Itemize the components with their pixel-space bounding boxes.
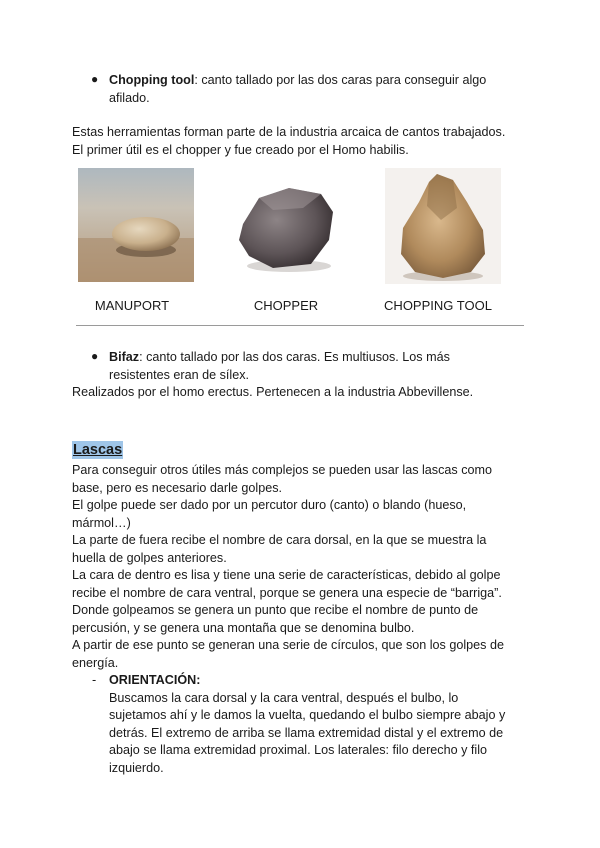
section-line: La cara de dentro es lisa y tiene una serie de características, debido al golpe bbox=[72, 568, 501, 582]
section-line: A partir de ese punto se generan una serie de círculos, que son los golpes de bbox=[72, 638, 504, 652]
section-heading: Lascas bbox=[73, 442, 123, 458]
section-line: La parte de fuera recibe el nombre de cara dorsal, en la que se muestra la bbox=[72, 533, 487, 547]
bullet-text: : canto tallado por las dos caras. Es multiusos. Los más bbox=[139, 350, 450, 364]
bullet-text-line2: resistentes eran de sílex. bbox=[109, 367, 250, 382]
section-line: recibe el nombre de cara ventral, porque se genera una especie de “barriga”. bbox=[72, 585, 502, 600]
intro-paragraph bbox=[72, 124, 542, 159]
section-line: Para conseguir otros útiles más complejos se pueden usar las lascas como bbox=[72, 463, 492, 477]
bullet-term: Chopping tool bbox=[109, 73, 195, 87]
bullet-chopping-tool bbox=[109, 72, 549, 107]
section-line: Donde golpeamos se genera un punto que recibe el nombre de punto de bbox=[72, 603, 479, 617]
section-line: El golpe puede ser dado por un percutor duro (canto) o blando (hueso, bbox=[72, 498, 467, 512]
section-line: mármol…) bbox=[72, 515, 131, 530]
orientacion-item bbox=[109, 672, 549, 777]
section-line: huella de golpes anteriores. bbox=[72, 550, 227, 565]
chopper-stone-icon bbox=[229, 180, 341, 274]
chopping-tool-caption: CHOPPING TOOL bbox=[384, 298, 492, 313]
orientacion-line: abajo se llama extremidad proximal. Los laterales: filo derecho y filo bbox=[109, 743, 487, 757]
chopper-image bbox=[229, 180, 341, 274]
orientacion-line: sujetamos ahí y le damos la vuelta, quedando el bulbo siempre abajo y bbox=[109, 708, 506, 722]
orientacion-line: izquierdo. bbox=[109, 760, 164, 775]
section-line: base, pero es necesario darle golpes. bbox=[72, 480, 283, 495]
bullet-dot: ● bbox=[91, 349, 99, 363]
erectus-paragraph: Realizados por el homo erectus. Pertenecen a la industria Abbevillense. bbox=[72, 385, 474, 399]
divider bbox=[76, 325, 524, 326]
bullet-text-line2: afilado. bbox=[109, 90, 150, 105]
orientacion-line: detrás. El extremo de arriba se llama extremidad distal y el extremo de bbox=[109, 725, 504, 740]
orientacion-title: ORIENTACIÓN: bbox=[109, 673, 201, 687]
bullet-dot: ● bbox=[91, 72, 99, 86]
orientacion-line: Buscamos la cara dorsal y la cara ventral, después el bulbo, lo bbox=[109, 690, 459, 705]
paragraph-line: El primer útil es el chopper y fue creado por el Homo habilis. bbox=[72, 142, 409, 157]
manuport-image bbox=[78, 168, 194, 282]
paragraph-line: Estas herramientas forman parte de la industria arcaica de cantos trabajados. bbox=[72, 125, 506, 139]
chopper-caption: CHOPPER bbox=[253, 298, 319, 313]
section-line: percusión, y se genera una montaña que se denomina bulbo. bbox=[72, 620, 415, 635]
dash-marker: - bbox=[92, 673, 97, 687]
chopping-tool-image bbox=[385, 168, 501, 284]
manuport-stone-icon bbox=[78, 168, 194, 282]
section-line: energía. bbox=[72, 655, 119, 670]
section-body bbox=[72, 462, 552, 672]
bullet-bifaz bbox=[109, 349, 549, 384]
chopping-tool-stone-icon bbox=[385, 168, 501, 284]
bullet-term: Bifaz bbox=[109, 350, 140, 364]
bullet-text: : canto tallado por las dos caras para conseguir algo bbox=[194, 73, 487, 87]
manuport-caption: MANUPORT bbox=[94, 298, 170, 313]
